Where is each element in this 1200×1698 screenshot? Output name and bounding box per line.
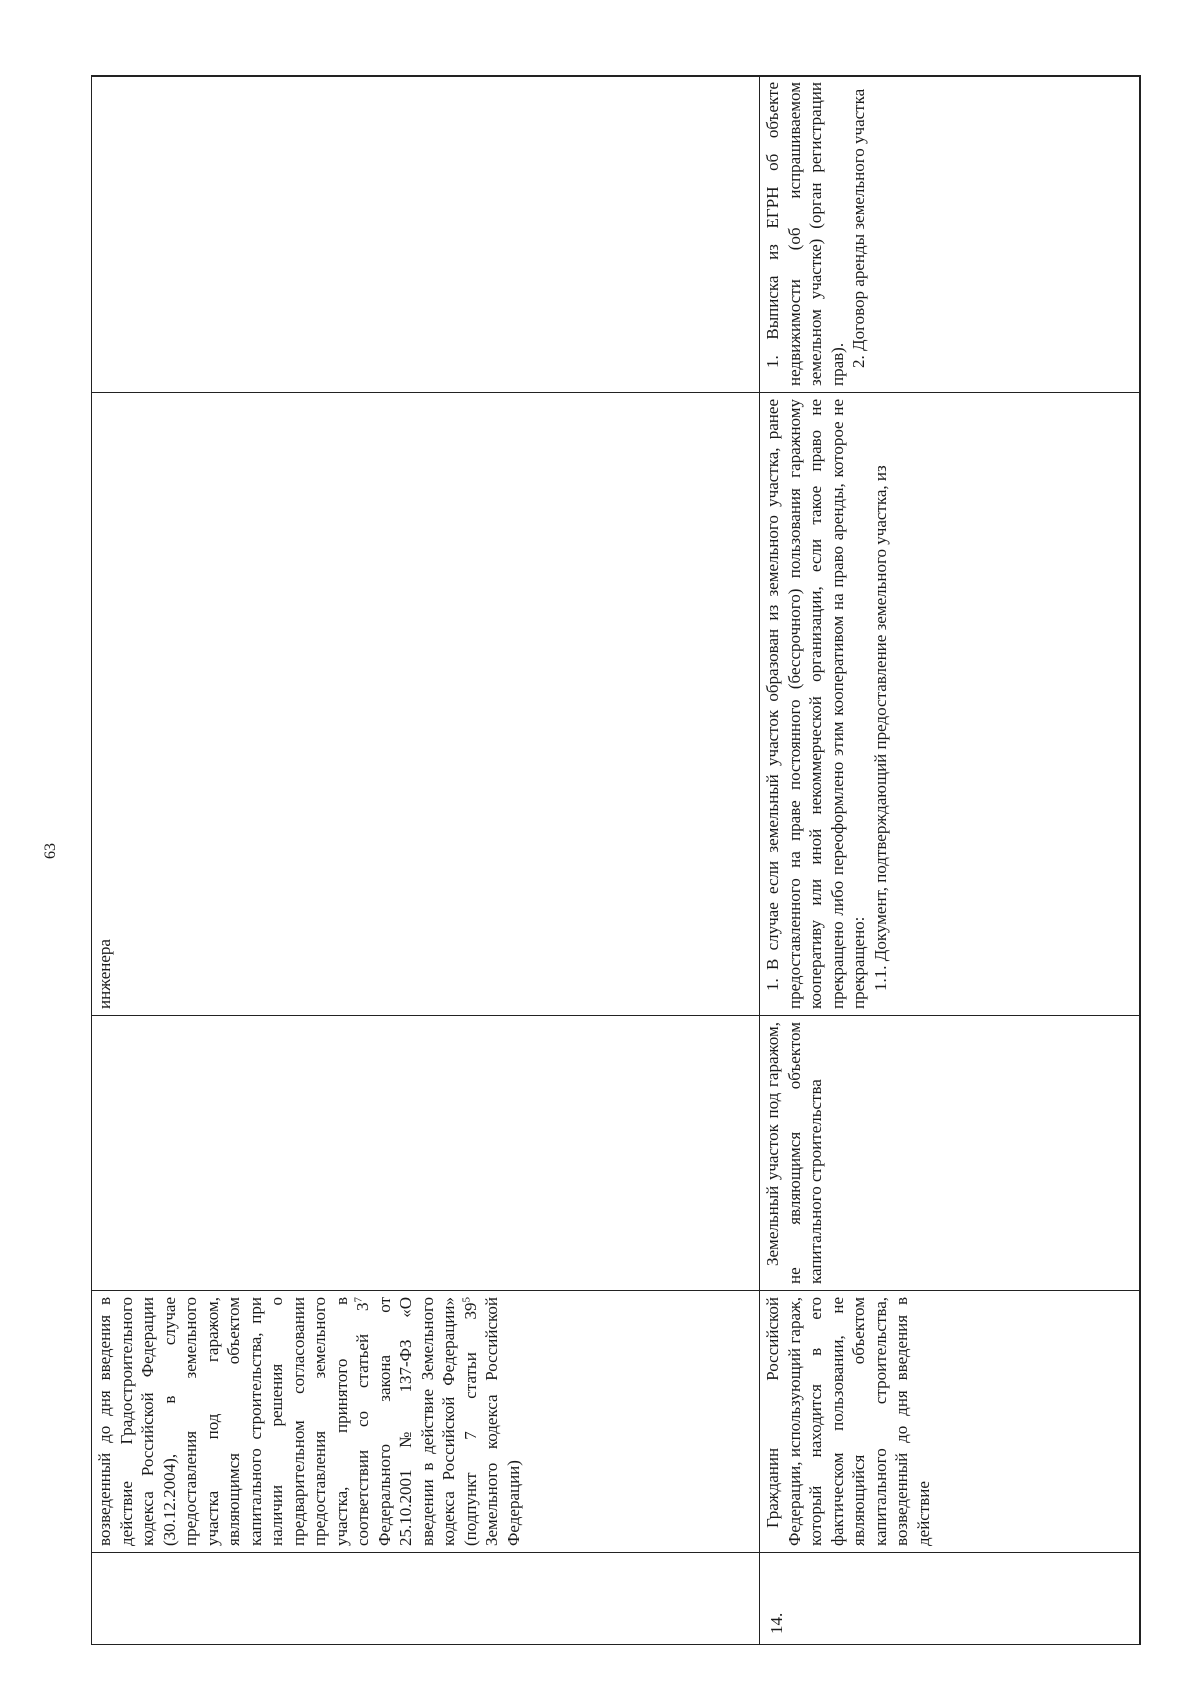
superscript: 5 (459, 1297, 472, 1303)
applicant-text-cont: Федерального закона от 25.10.2001 № 137-ФЗ «О введении в действие Земельного кодекса Российской Федерации» (подпункт 7 статьи 39 (374, 1297, 480, 1546)
agency-documents-cell (92, 76, 760, 393)
page-number: 63 (42, 843, 59, 859)
table-row (92, 76, 760, 1645)
applicant-doc-item: 1. В случае если земельный участок образован из земельного участка, ранее предоставленного на праве постоянного (бессрочного) пользования гаражному кооперативу или иной некоммерческой организации, если такое право не прекращено либо переоформлено этим кооперативом на право аренды, которое не прекращено: (763, 399, 868, 1009)
row-number-cell (92, 1553, 760, 1645)
agency-doc-item: 2. Договор аренды земельного участка (849, 88, 868, 368)
applicant-cell (92, 1291, 760, 1553)
superscript: 7 (352, 1297, 365, 1303)
agency-doc-item: 1. Выписка из ЕГРН об объекте недвижимости (об испрашиваемом земельном участке) (орган регистрации прав). (763, 82, 847, 386)
row-number-cell: 14. (760, 1553, 1141, 1645)
applicant-documents-cell: инженера (92, 393, 760, 1016)
rotated-table-container (91, 76, 1140, 1645)
documents-table (91, 75, 1141, 1645)
land-plot-cell (92, 1016, 760, 1291)
applicant-doc-item: 1.1. Документ, подтверждающий предоставление земельного участка, из (870, 465, 890, 991)
land-plot-cell: Земельный участок под гаражом, не являющимся объектом капитального строительства (760, 1016, 1141, 1291)
applicant-cell: Гражданин Российской Федерации, использующий гараж, который находится в его фактическом пользовании, не являющийся объектом капитального строительства, возведенный до дня введения в действие (760, 1291, 1141, 1553)
applicant-text-end: Земельного кодекса Российской Федерации) (482, 1297, 523, 1546)
table-row (760, 76, 1141, 1645)
applicant-documents-cell (760, 393, 1141, 1016)
agency-documents-cell (760, 76, 1141, 393)
applicant-text: возведенный до дня введения в действие Градостроительного кодекса Российской Федерации (30.12.2004), в случае предоставления земельного участка под гаражом, являющимся объектом капитального строительства, при наличии решения о предварительном согласовании предоставления земельного участка, принятого в соответствии со статьей 3 (95, 1297, 372, 1546)
